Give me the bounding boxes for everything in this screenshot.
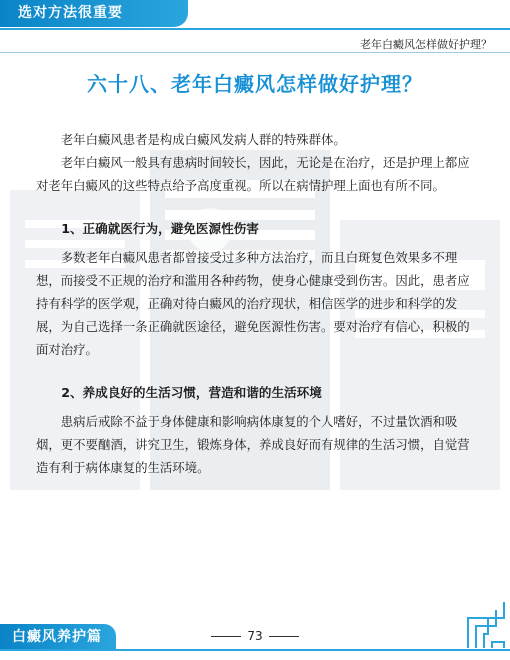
top-section-tab (0, 0, 188, 27)
bottom-rule (0, 649, 510, 651)
page-number-dash-left (211, 636, 241, 637)
page-number (0, 629, 510, 643)
section-1-paragraph: 多数老年白癜风患者都曾接受过多种方法治疗，而且白斑复色效果多不理想，而接受不正规的治疗和滥用各种药物，使身心健康受到伤害。因此，患者应持有科学的医学观，正确对待白癜风的治疗现状，相信医学的进步和科学的发展，为自己选择一条正确就医途径，避免医源性伤害。要对治疗有信心，积极的面对治疗。 (36, 250, 470, 357)
section-1-heading: 1、正确就医行为，避免医源性伤害 (61, 221, 259, 236)
top-rule (0, 28, 510, 30)
section-2-paragraph: 患病后戒除不益于身体健康和影响病体康复的个人嗜好，不过量饮酒和吸烟，更不要酗酒，讲究卫生，锻炼身体，养成良好而有规律的生活习惯，自觉营造有利于病体康复的生活环境。 (36, 414, 470, 475)
intro-paragraph-1: 老年白癜风患者是构成白癜风发病人群的特殊群体。 (60, 132, 346, 147)
running-head-rule (0, 52, 510, 53)
article-body (36, 128, 474, 479)
spacer (36, 361, 474, 381)
spacer (36, 197, 474, 217)
section-2-heading: 2、养成良好的生活习惯，营造和谐的生活环境 (61, 385, 322, 400)
top-section-tab-label: 选对方法很重要 (18, 5, 123, 21)
fret-ornament-icon (464, 598, 508, 650)
page-number-dash-right (269, 636, 299, 637)
bottom-section-tab-label: 白癜风养护篇 (12, 629, 102, 645)
page-title: 六十八、老年白癜风怎样做好护理？ (87, 72, 423, 96)
page-number-value: 73 (247, 629, 263, 643)
running-head: 老年白癜风怎样做好护理？ (360, 38, 492, 51)
intro-paragraph-2: 老年白癜风一般具有患病时间较长，因此，无论是在治疗，还是护理上都应对老年白癜风的这些特点给予高度重视。所以在病情护理上面也有所不同。 (36, 155, 470, 193)
